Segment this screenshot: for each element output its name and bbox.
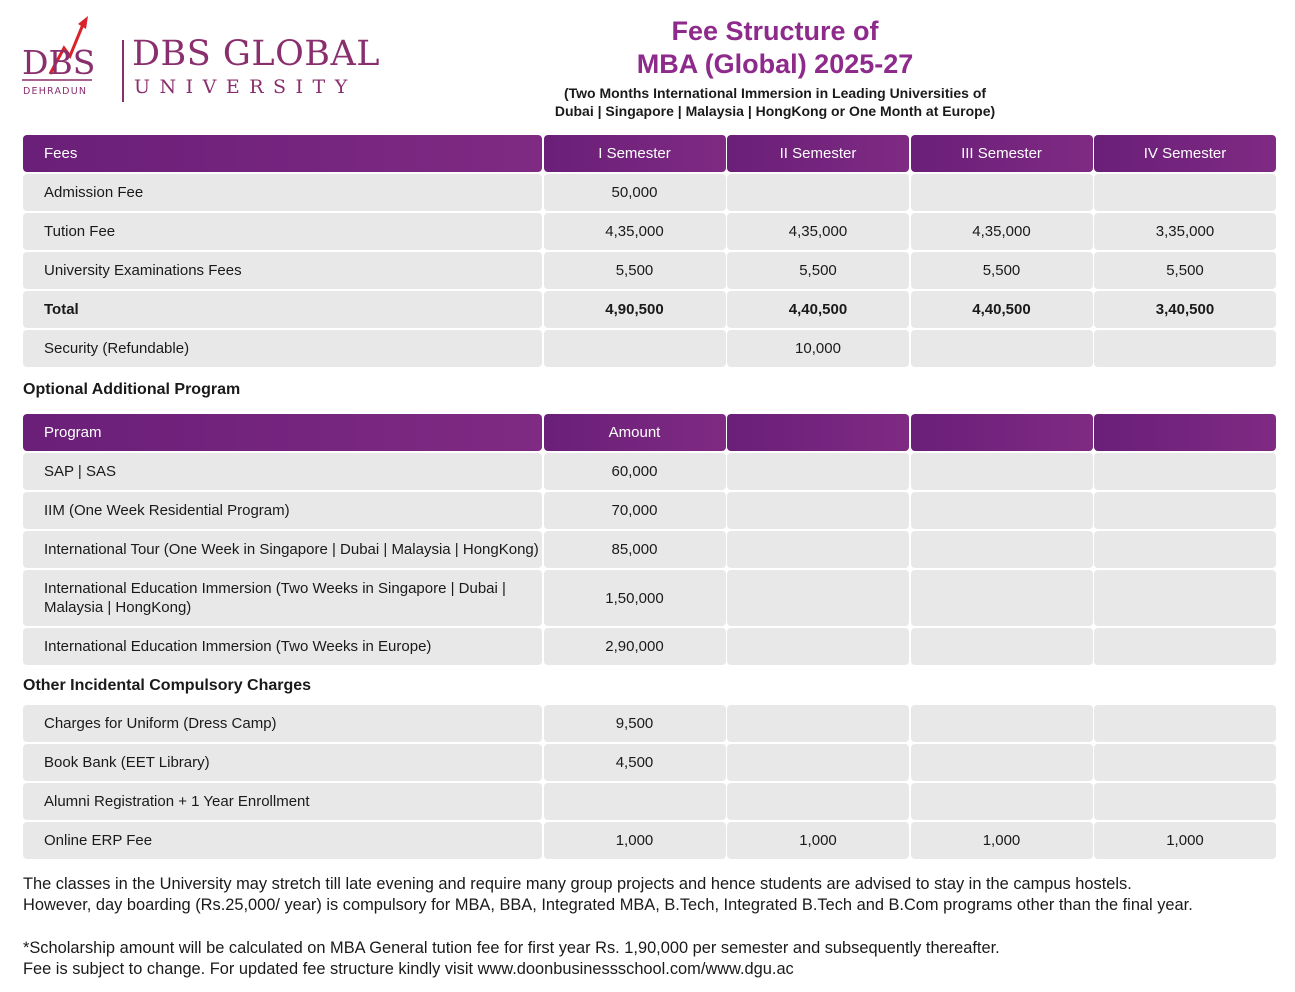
- logo-subname: UNIVERSITY: [134, 76, 357, 98]
- table-row: [23, 783, 1276, 820]
- table-cell: [1094, 453, 1276, 490]
- table-row: [23, 628, 1276, 665]
- header-cell: Program: [23, 414, 542, 451]
- row-label: Book Bank (EET Library): [23, 744, 542, 781]
- incidental-charges-table: [23, 705, 1276, 861]
- row-label: Online ERP Fee: [23, 822, 542, 859]
- table-cell: 70,000: [544, 492, 726, 529]
- table-cell: [911, 330, 1093, 367]
- row-label: Tution Fee: [23, 213, 542, 250]
- table-cell: [911, 628, 1093, 665]
- table-cell: [911, 531, 1093, 568]
- table-total-row: [23, 291, 1276, 328]
- row-label: IIM (One Week Residential Program): [23, 492, 542, 529]
- footer-line: *Scholarship amount will be calculated on MBA General tution fee for first year Rs. 1,90,000 per semester and subsequently thereafter.: [23, 939, 1000, 957]
- table-cell: 3,40,500: [1094, 291, 1276, 328]
- table-cell: [911, 744, 1093, 781]
- table-cell: 4,40,500: [911, 291, 1093, 328]
- table-row: [23, 213, 1276, 250]
- header-cell: II Semester: [727, 135, 909, 172]
- table-cell: 1,000: [544, 822, 726, 859]
- table-cell: 1,000: [727, 822, 909, 859]
- table-cell: [544, 783, 726, 820]
- table-cell: 4,500: [544, 744, 726, 781]
- table-cell: [727, 174, 909, 211]
- table-row: [23, 174, 1276, 211]
- table-cell: 10,000: [727, 330, 909, 367]
- table-row: [23, 453, 1276, 490]
- svg-text:DBS: DBS: [22, 43, 96, 82]
- table-cell: [1094, 330, 1276, 367]
- subtitle-line1: (Two Months International Immersion in Leading Universities of: [563, 85, 987, 101]
- table-row: [23, 531, 1276, 568]
- footer-disclaimer: [23, 938, 1283, 980]
- table-cell: 4,35,000: [911, 213, 1093, 250]
- header-cell: I Semester: [544, 135, 726, 172]
- table-cell: [727, 705, 909, 742]
- table-row: [23, 492, 1276, 529]
- table-cell: 2,90,000: [544, 628, 726, 665]
- table-cell: [911, 570, 1093, 626]
- fees-table: [23, 135, 1276, 369]
- table-cell: [727, 453, 909, 490]
- table-cell: 3,35,000: [1094, 213, 1276, 250]
- table-cell: 1,50,000: [544, 570, 726, 626]
- subtitle-line2: Dubai | Singapore | Malaysia | HongKong or One Month at Europe): [554, 103, 996, 119]
- table-cell: 1,000: [1094, 822, 1276, 859]
- table-cell: [1094, 531, 1276, 568]
- table-cell: [911, 783, 1093, 820]
- table-row: [23, 330, 1276, 367]
- table-cell: [727, 783, 909, 820]
- optional-program-table: [23, 414, 1276, 667]
- university-logo: [22, 12, 381, 100]
- table-cell: [911, 453, 1093, 490]
- table-row: [23, 822, 1276, 859]
- table-row: [23, 252, 1276, 289]
- table-cell: 4,90,500: [544, 291, 726, 328]
- table-cell: [727, 570, 909, 626]
- section-title-incidental: Other Incidental Compulsory Charges: [23, 677, 312, 694]
- row-label: Alumni Registration + 1 Year Enrollment: [23, 783, 542, 820]
- table-row: [23, 705, 1276, 742]
- header-cell: III Semester: [911, 135, 1093, 172]
- table-cell: 1,000: [911, 822, 1093, 859]
- table-cell: 4,35,000: [544, 213, 726, 250]
- table-cell: [1094, 628, 1276, 665]
- header-cell: [727, 414, 909, 451]
- table-cell: 5,500: [544, 252, 726, 289]
- table-cell: 60,000: [544, 453, 726, 490]
- logo-divider: [122, 40, 124, 102]
- table-cell: 9,500: [544, 705, 726, 742]
- table-row: [23, 570, 1276, 626]
- row-label: Charges for Uniform (Dress Camp): [23, 705, 542, 742]
- table-cell: 50,000: [544, 174, 726, 211]
- footer-line: However, day boarding (Rs.25,000/ year) is compulsory for MBA, BBA, Integrated MBA, B.Tech, Integrated B.Tech and B.Com programs other than the final year.: [23, 896, 1193, 914]
- table-cell: [727, 531, 909, 568]
- header-cell: Fees: [23, 135, 542, 172]
- table-cell: 5,500: [727, 252, 909, 289]
- row-label: International Tour (One Week in Singapore | Dubai | Malaysia | HongKong): [23, 531, 542, 568]
- table-cell: [1094, 705, 1276, 742]
- table-cell: [1094, 744, 1276, 781]
- row-label: Security (Refundable): [23, 330, 542, 367]
- header-cell: [911, 414, 1093, 451]
- table-header-row: [23, 414, 1276, 451]
- table-cell: [1094, 570, 1276, 626]
- table-cell: [727, 628, 909, 665]
- row-label: International Education Immersion (Two Weeks in Singapore | Dubai | Malaysia | HongKong): [23, 570, 542, 626]
- row-label: International Education Immersion (Two Weeks in Europe): [23, 628, 542, 665]
- page-heading: [520, 16, 1030, 120]
- table-cell: [1094, 783, 1276, 820]
- header-cell: IV Semester: [1094, 135, 1276, 172]
- footer-line: Fee is subject to change. For updated fee structure kindly visit www.doonbusinessschool.com/www.dgu.ac: [23, 960, 794, 978]
- row-label: University Examinations Fees: [23, 252, 542, 289]
- footer-notes: [23, 874, 1283, 916]
- table-cell: [911, 492, 1093, 529]
- header-cell: Amount: [544, 414, 726, 451]
- table-cell: [911, 174, 1093, 211]
- table-cell: [544, 330, 726, 367]
- table-cell: 4,35,000: [727, 213, 909, 250]
- page-title-line2: MBA (Global) 2025-27: [636, 49, 914, 79]
- table-row: [23, 744, 1276, 781]
- table-cell: [727, 492, 909, 529]
- page-title-line1: Fee Structure of: [671, 16, 879, 46]
- logo-name: DBS GLOBAL: [132, 34, 381, 74]
- table-cell: [727, 744, 909, 781]
- section-title-optional: Optional Additional Program: [23, 381, 241, 398]
- table-cell: 5,500: [911, 252, 1093, 289]
- table-cell: 4,40,500: [727, 291, 909, 328]
- footer-line: The classes in the University may stretch till late evening and require many group projects and hence students are advised to stay in the campus hostels.: [23, 875, 1132, 893]
- row-label: Admission Fee: [23, 174, 542, 211]
- dbs-logo-mark-icon: [22, 12, 102, 100]
- row-label: SAP | SAS: [23, 453, 542, 490]
- header-cell: [1094, 414, 1276, 451]
- row-label: Total: [23, 291, 542, 328]
- table-cell: 85,000: [544, 531, 726, 568]
- table-header-row: [23, 135, 1276, 172]
- svg-text:DEHRADUN: DEHRADUN: [23, 86, 88, 97]
- table-cell: [1094, 174, 1276, 211]
- table-cell: 5,500: [1094, 252, 1276, 289]
- table-cell: [911, 705, 1093, 742]
- table-cell: [1094, 492, 1276, 529]
